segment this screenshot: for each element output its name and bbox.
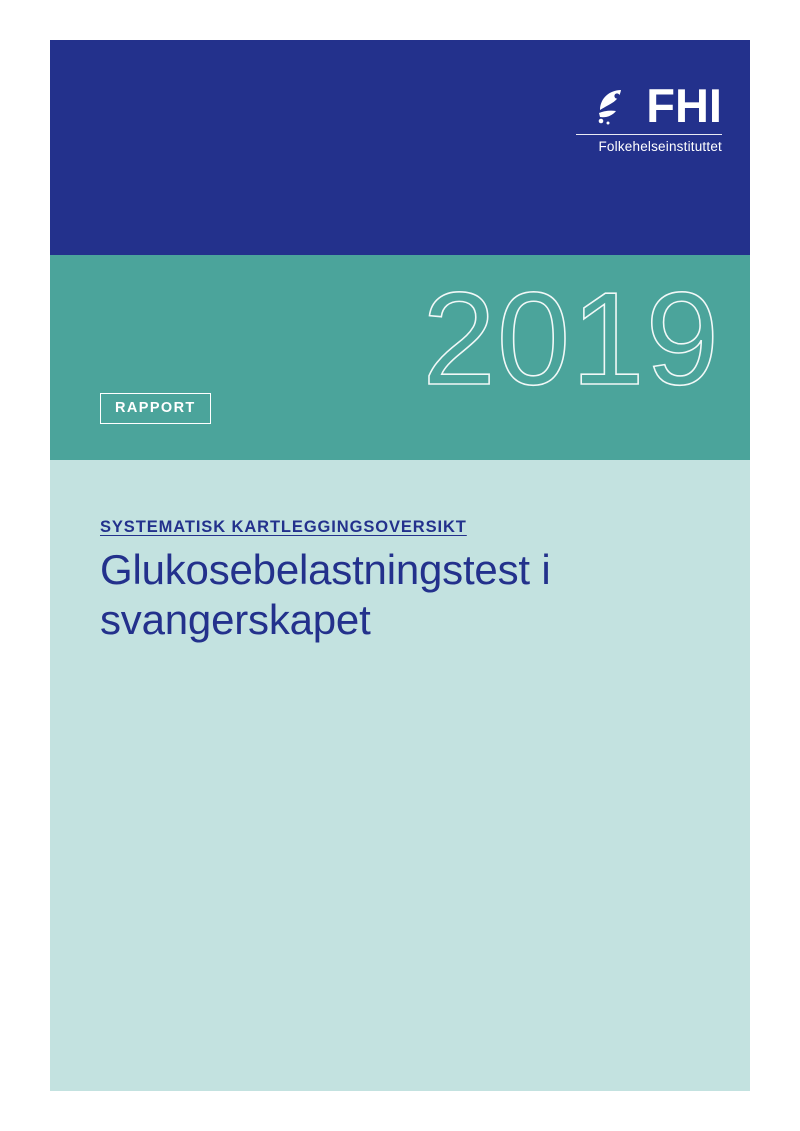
- title-block: [100, 518, 700, 644]
- fhi-bird-icon: [590, 83, 636, 129]
- logo-name: Folkehelseinstituttet: [598, 139, 722, 154]
- header-blue-band: [50, 40, 750, 255]
- logo-divider: [576, 134, 722, 135]
- logo-abbr: FHI: [646, 79, 722, 132]
- document-kicker: SYSTEMATISK KARTLEGGINGSOVERSIKT: [100, 518, 467, 536]
- teal-band: [50, 255, 750, 460]
- report-type-badge: RAPPORT: [100, 393, 211, 424]
- logo-row: [552, 79, 722, 132]
- report-cover-page: [50, 40, 750, 1091]
- page-title: Glukosebelastningstest i svangerskapet: [100, 546, 551, 643]
- publisher-logo: [552, 79, 722, 154]
- publication-year: 2019: [422, 265, 720, 412]
